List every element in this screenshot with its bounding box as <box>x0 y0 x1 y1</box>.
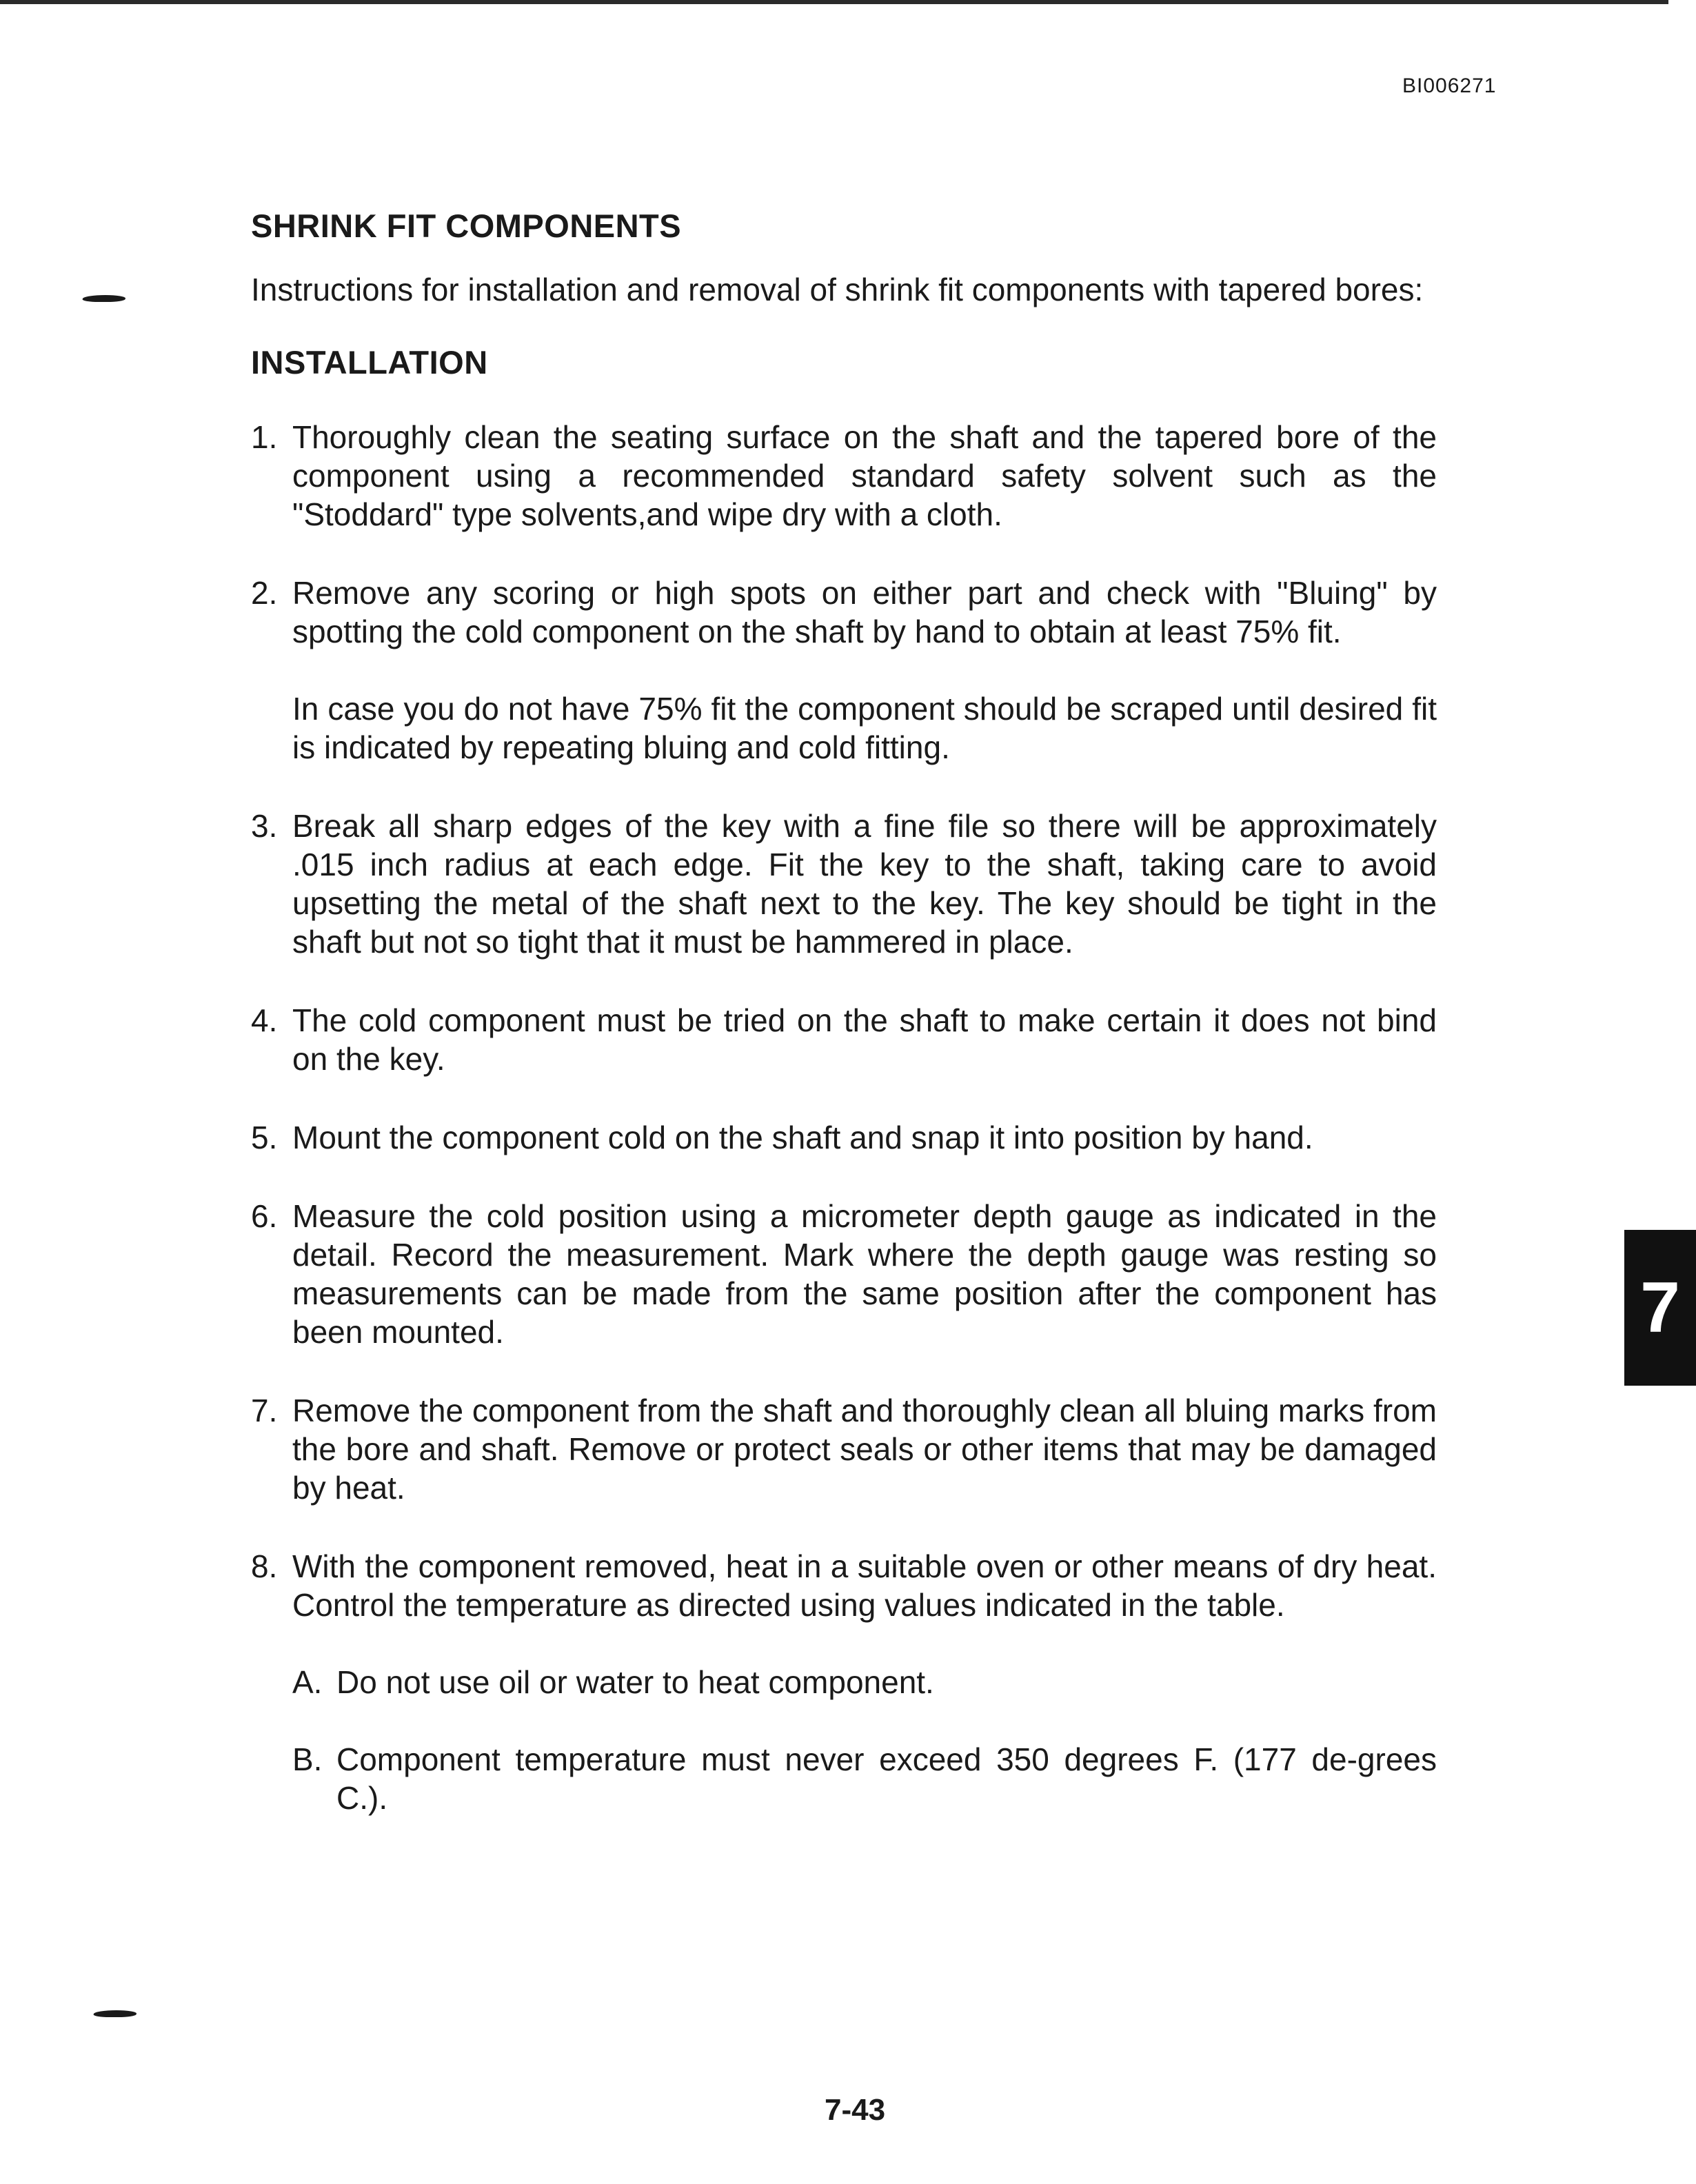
top-rule <box>0 0 1668 4</box>
section-heading: INSTALLATION <box>251 344 488 381</box>
sub-step-text: Component temperature must never exceed 350 degrees F. (177 de-grees C.). <box>336 1741 1437 1816</box>
margin-mark <box>81 295 127 302</box>
step-note: In case you do not have 75% fit the component should be scraped until desired fit is indicated by repeating bluing and cold fitting. <box>292 691 1437 765</box>
list-item <box>251 1118 1437 1157</box>
step-text: Remove the component from the shaft and thoroughly clean all bluing marks from the bore and shaft. Remove or protect seals or other items that may be damaged by heat. <box>292 1393 1437 1506</box>
page-number: 7-43 <box>825 2093 886 2127</box>
list-item <box>251 807 1437 961</box>
step-text: Break all sharp edges of the key with a fine file so there will be approximately .015 inch radius at each edge. Fit the key to the shaft, taking care to avoid upsetting the metal of the shaft next to the key. The key should be tight in the shaft but not so tight that it must be hammered in place. <box>292 808 1437 960</box>
list-item <box>251 574 1437 767</box>
step-body <box>292 574 1437 767</box>
sub-steps <box>292 1663 1437 1817</box>
step-body <box>292 1197 1437 1351</box>
step-body <box>292 807 1437 961</box>
step-body <box>292 418 1437 534</box>
step-body <box>292 1391 1437 1507</box>
margin-mark <box>92 2010 138 2017</box>
step-number: 6. <box>251 1198 278 1234</box>
page-content <box>251 207 1437 1896</box>
sub-list-item <box>292 1663 1437 1701</box>
chapter-tab: 7 <box>1624 1230 1696 1386</box>
list-item <box>251 1391 1437 1507</box>
step-text: Thoroughly clean the seating surface on the shaft and the tapered bore of the component using a recommended standard safety solvent such as the "Stoddard" type solvents,and wipe dry with a cloth. <box>292 419 1437 532</box>
step-text: Mount the component cold on the shaft and snap it into position by hand. <box>292 1120 1313 1155</box>
step-number: 5. <box>251 1120 278 1155</box>
sub-step-text: Do not use oil or water to heat component. <box>336 1664 934 1700</box>
intro-paragraph: Instructions for installation and removal of shrink fit components with tapered bores: <box>251 272 1424 307</box>
document-id: BI006271 <box>1402 74 1497 97</box>
step-number: 3. <box>251 808 278 844</box>
step-number: 7. <box>251 1393 278 1428</box>
list-item <box>251 1547 1437 1856</box>
page-title: SHRINK FIT COMPONENTS <box>251 208 682 244</box>
step-number: 2. <box>251 575 278 611</box>
installation-steps <box>251 418 1437 1856</box>
sub-step-letter: B. <box>292 1741 323 1777</box>
step-body <box>292 1118 1437 1157</box>
sub-list-item <box>292 1740 1437 1817</box>
step-text: With the component removed, heat in a suitable oven or other means of dry heat. Control the temperature as directed using values indicated in the table. <box>292 1548 1437 1623</box>
step-body <box>292 1547 1437 1856</box>
step-text: The cold component must be tried on the shaft to make certain it does not bind on the key. <box>292 1002 1437 1077</box>
step-number: 4. <box>251 1002 278 1038</box>
sub-step-letter: A. <box>292 1664 323 1700</box>
list-item <box>251 1197 1437 1351</box>
list-item <box>251 418 1437 534</box>
step-text: Measure the cold position using a micrometer depth gauge as indicated in the detail. Record the measurement. Mark where the depth gauge was resting so measurements can be made from the same position after the component has been mounted. <box>292 1198 1437 1350</box>
step-text: Remove any scoring or high spots on either part and check with "Bluing" by spotting the cold component on the shaft by hand to obtain at least 75% fit. <box>292 575 1437 649</box>
step-body <box>292 1001 1437 1078</box>
step-number: 1. <box>251 419 278 455</box>
step-number: 8. <box>251 1548 278 1584</box>
list-item <box>251 1001 1437 1078</box>
